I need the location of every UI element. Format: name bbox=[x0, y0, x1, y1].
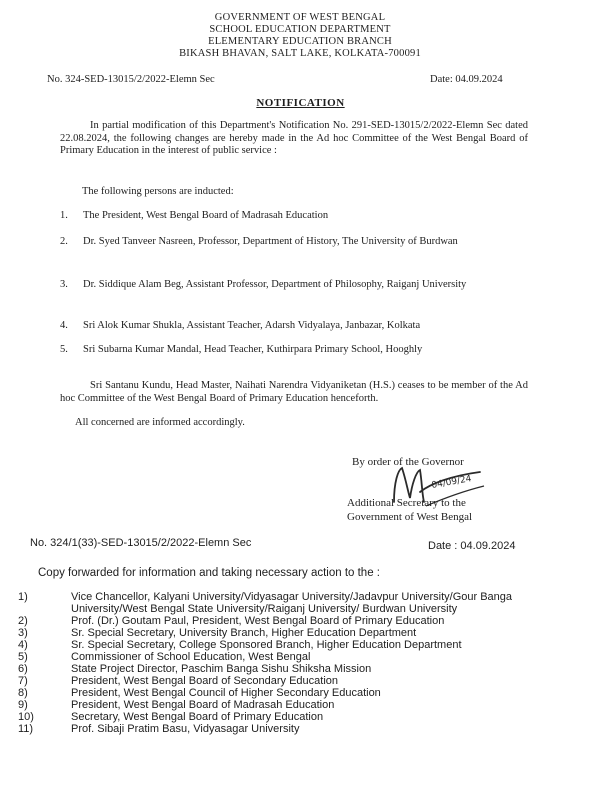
item-number: 1) bbox=[18, 591, 28, 603]
informed-line: All concerned are informed accordingly. bbox=[75, 417, 245, 428]
inducted-heading: The following persons are inducted: bbox=[82, 186, 234, 197]
item-number: 4) bbox=[18, 639, 28, 651]
item-text: Prof. Sibaji Pratim Basu, Vidyasagar University bbox=[71, 723, 300, 735]
list-item bbox=[18, 687, 578, 699]
list-item bbox=[18, 651, 578, 663]
list-item bbox=[18, 699, 578, 711]
item-number: 2. bbox=[60, 236, 68, 247]
letterhead bbox=[130, 12, 470, 60]
memo-date: Date: 04.09.2024 bbox=[430, 74, 503, 85]
list-item bbox=[18, 615, 578, 627]
item-number: 9) bbox=[18, 699, 28, 711]
copy-list bbox=[18, 591, 578, 735]
letterhead-line: SCHOOL EDUCATION DEPARTMENT bbox=[209, 24, 391, 35]
item-text: President, West Bengal Board of Secondary Education bbox=[71, 675, 339, 687]
list-item bbox=[18, 627, 578, 639]
copy-memo-date: Date : 04.09.2024 bbox=[428, 540, 516, 552]
item-number: 5. bbox=[60, 344, 68, 355]
list-item bbox=[18, 711, 578, 723]
item-number: 7) bbox=[18, 675, 28, 687]
item-text: State Project Director, Paschim Banga Sishu Shiksha Mission bbox=[71, 663, 372, 675]
item-text: Sr. Special Secretary, College Sponsored Branch, Higher Education Department bbox=[71, 639, 462, 651]
item-number: 5) bbox=[18, 651, 28, 663]
copy-intro: Copy forwarded for information and taking necessary action to the : bbox=[38, 567, 380, 579]
item-text: Dr. Syed Tanveer Nasreen, Professor, Department of History, The University of Burdwan bbox=[83, 236, 458, 247]
item-text: Sri Subarna Kumar Mandal, Head Teacher, Kuthirpara Primary School, Hooghly bbox=[83, 344, 423, 355]
item-text: Secretary, West Bengal Board of Primary Education bbox=[71, 711, 324, 723]
item-number: 11) bbox=[18, 723, 34, 735]
item-text: Commissioner of School Education, West Bengal bbox=[71, 651, 311, 663]
copy-memo-number: No. 324/1(33)-SED-13015/2/2022-Elemn Sec bbox=[30, 537, 252, 549]
letterhead-line: GOVERNMENT OF WEST BENGAL bbox=[214, 12, 386, 23]
list-item bbox=[18, 639, 578, 651]
signature-designation: Additional Secretary to the bbox=[347, 497, 466, 509]
memo-number: No. 324-SED-13015/2/2022-Elemn Sec bbox=[47, 74, 215, 85]
letterhead-line: ELEMENTARY EDUCATION BRANCH bbox=[208, 36, 392, 47]
list-item bbox=[18, 723, 578, 735]
item-text: Sr. Special Secretary, University Branch, Higher Education Department bbox=[71, 627, 417, 639]
item-text: The President, West Bengal Board of Madrasah Education bbox=[83, 210, 329, 221]
item-number: 10) bbox=[18, 711, 34, 723]
item-text: President, West Bengal Board of Madrasah Education bbox=[71, 699, 335, 711]
item-text: Sri Alok Kumar Shukla, Assistant Teacher, Adarsh Vidyalaya, Janbazar, Kolkata bbox=[83, 320, 421, 331]
ceases-paragraph: Sri Santanu Kundu, Head Master, Naihati Narendra Vidyaniketan (H.S.) ceases to be member of the Ad hoc Committee of the West Bengal Board of Primary Education henceforth. bbox=[60, 380, 528, 404]
item-number: 2) bbox=[18, 615, 28, 627]
intro-paragraph: In partial modification of this Department's Notification No. 291-SED-13015/2/2022-Elemn Sec dated 22.08.2024, the following changes are hereby made in the Ad hoc Committee of the West Bengal Board of Primary Education in the interest of public service : bbox=[60, 120, 528, 156]
signature-order: By order of the Governor bbox=[352, 456, 464, 468]
item-text: Dr. Siddique Alam Beg, Assistant Professor, Department of Philosophy, Raiganj University bbox=[83, 279, 467, 290]
item-text: Prof. (Dr.) Goutam Paul, President, West Bengal Board of Primary Education bbox=[71, 615, 445, 627]
item-number: 6) bbox=[18, 663, 28, 675]
list-item bbox=[18, 591, 578, 615]
item-number: 3. bbox=[60, 279, 68, 290]
item-text: Vice Chancellor, Kalyani University/Vidyasagar University/Jadavpur University/Gour Banga University/West Bengal State University/Raiganj University/ Burdwan University bbox=[71, 591, 513, 615]
item-number: 4. bbox=[60, 320, 68, 331]
item-number: 8) bbox=[18, 687, 28, 699]
list-item bbox=[18, 675, 578, 687]
item-number: 1. bbox=[60, 210, 68, 221]
document-title: NOTIFICATION bbox=[256, 97, 345, 109]
item-text: President, West Bengal Council of Higher Secondary Education bbox=[71, 687, 381, 699]
signature-office: Government of West Bengal bbox=[347, 511, 473, 523]
signature-date: 04/09/24 bbox=[430, 474, 473, 491]
item-number: 3) bbox=[18, 627, 28, 639]
letterhead-line: BIKASH BHAVAN, SALT LAKE, KOLKATA-700091 bbox=[179, 48, 421, 59]
list-item bbox=[18, 663, 578, 675]
